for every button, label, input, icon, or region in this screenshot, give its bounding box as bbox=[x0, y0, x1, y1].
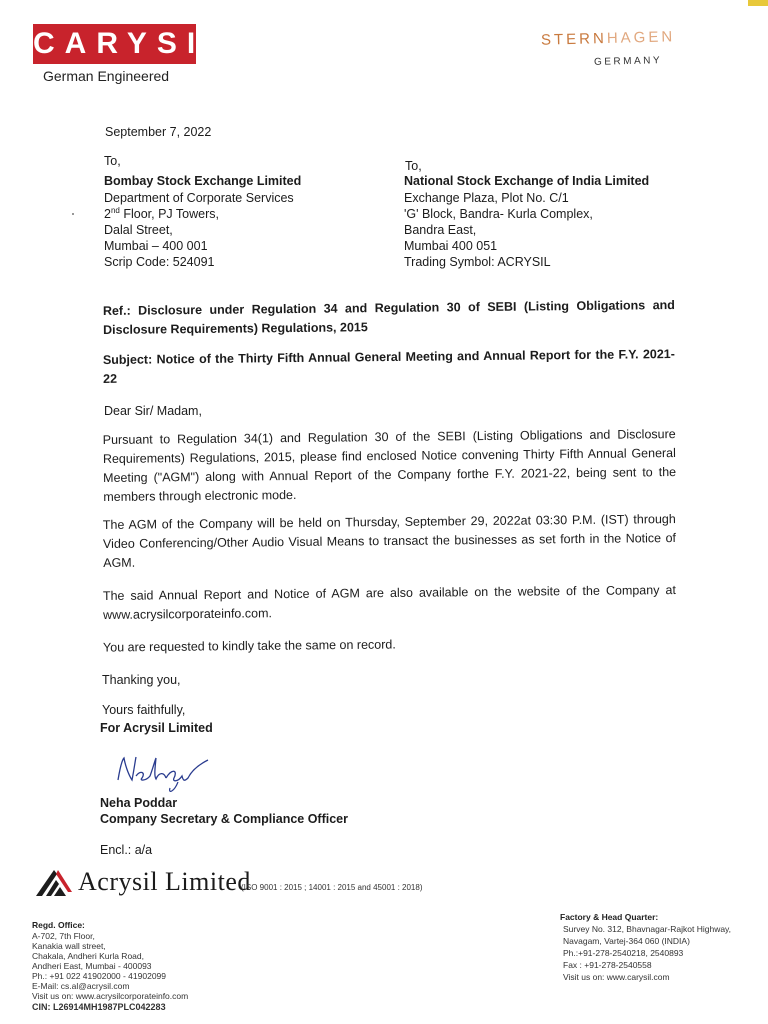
recipient-left-line4: Mumbai – 400 001 bbox=[104, 239, 208, 253]
floor-rest: Floor, PJ Towers, bbox=[119, 207, 219, 221]
letter-date: September 7, 2022 bbox=[105, 125, 212, 139]
cin-number: CIN: L26914MH1987PLC042283 bbox=[32, 1002, 166, 1012]
recipient-right-line5: Trading Symbol: ACRYSIL bbox=[404, 255, 551, 269]
carysil-tagline: German Engineered bbox=[43, 68, 170, 84]
to-left: To, bbox=[104, 154, 121, 168]
sternhagen-logo bbox=[541, 28, 676, 49]
regd-office-line: Ph.: +91 022 41902000 - 41902099 bbox=[32, 971, 166, 981]
regd-office-line: Kanakia wall street, bbox=[32, 941, 106, 951]
recipient-right-line3: Bandra East, bbox=[404, 223, 477, 237]
regd-office-title: Regd. Office: bbox=[32, 920, 85, 930]
paragraph-4: You are requested to kindly take the same on record. bbox=[102, 637, 396, 655]
factory-line: Survey No. 312, Bhavnagar-Rajkot Highway, bbox=[563, 924, 732, 934]
recipient-left-name: Bombay Stock Exchange Limited bbox=[104, 174, 302, 188]
sternhagen-country: GERMANY bbox=[593, 55, 663, 68]
floor-superscript: nd bbox=[110, 205, 120, 215]
factory-line: Visit us on: www.carysil.com bbox=[563, 972, 670, 982]
to-right: To, bbox=[405, 159, 422, 173]
sternhagen-light: HAGEN bbox=[606, 28, 676, 48]
recipient-right-line1: Exchange Plaza, Plot No. C/1 bbox=[404, 191, 569, 205]
paragraph-2: The AGM of the Company will be held on Thursday, September 29, 2022at 03:30 P.M. (IST) through Video Conferencing/Other Audio Visual Means to transact the businesses as set forth in the Notice of AGM. bbox=[102, 512, 677, 570]
thanks-line: Thanking you, bbox=[102, 673, 181, 687]
acrysil-company-name: Acrysil Limited bbox=[78, 867, 251, 896]
factory-line: Navagam, Vartej-364 060 (INDIA) bbox=[563, 936, 690, 946]
recipient-right-name: National Stock Exchange of India Limited bbox=[404, 174, 650, 188]
carysil-logo: CARYSIL bbox=[33, 24, 196, 64]
regd-office-line: A-702, 7th Floor, bbox=[32, 931, 95, 941]
recipient-left-line2 bbox=[104, 206, 219, 222]
regd-office-line: Andheri East, Mumbai - 400093 bbox=[32, 961, 152, 971]
acrysil-logo-icon bbox=[34, 868, 74, 898]
paragraph-1: Pursuant to Regulation 34(1) and Regulation 30 of the SEBI (Listing Obligations and Disclosure Requirements) Regulations, 2015, please find enclosed Notice convening Thirty Fifth Annual General Meeting ("AGM") along with Annual Report of the Company forthe F.Y. 2021-22, being sent to the members through electronic mode. bbox=[102, 427, 677, 504]
regd-office-line: Visit us on: www.acrysilcorporateinfo.com bbox=[32, 991, 189, 1001]
factory-title: Factory & Head Quarter: bbox=[560, 912, 659, 922]
corner-mark bbox=[748, 0, 768, 6]
enclosure-line: Encl.: a/a bbox=[100, 843, 153, 857]
subject-line: Subject: Notice of the Thirty Fifth Annual General Meeting and Annual Report for the F.Y. 2021-22 bbox=[102, 347, 675, 386]
iso-certification: (ISO 9001 : 2015 ; 14001 : 2015 and 45001 : 2018) bbox=[241, 883, 423, 892]
closing-line: Yours faithfully, bbox=[102, 703, 186, 717]
recipient-right-line4: Mumbai 400 051 bbox=[404, 239, 498, 253]
recipient-left-line1: Department of Corporate Services bbox=[104, 191, 294, 205]
recipient-left-line3: Dalal Street, bbox=[104, 223, 173, 237]
recipient-left-line5: Scrip Code: 524091 bbox=[104, 255, 215, 269]
floor-number: 2 bbox=[104, 207, 111, 221]
signatory-name: Neha Poddar bbox=[100, 796, 178, 810]
salutation: Dear Sir/ Madam, bbox=[104, 404, 202, 418]
regd-office-line: E-Mail: cs.al@acrysil.com bbox=[32, 981, 130, 991]
stray-mark bbox=[72, 213, 74, 215]
reference-line: Ref.: Disclosure under Regulation 34 and Regulation 30 of SEBI (Listing Obligations and Disclosure Requirements) Regulations, 2015 bbox=[102, 298, 675, 337]
signature-image bbox=[112, 748, 222, 798]
signatory-title: Company Secretary & Compliance Officer bbox=[100, 812, 348, 826]
sternhagen-bold: STERN bbox=[540, 30, 608, 49]
regd-office-line: Chakala, Andheri Kurla Road, bbox=[32, 951, 144, 961]
recipient-right-line2: 'G' Block, Bandra- Kurla Complex, bbox=[404, 207, 593, 221]
paragraph-3: The said Annual Report and Notice of AGM are also available on the website of the Company at www.acrysilcorporateinfo.com. bbox=[102, 583, 676, 622]
for-company: For Acrysil Limited bbox=[100, 721, 213, 735]
factory-line: Fax : +91-278-2540558 bbox=[563, 960, 652, 970]
factory-line: Ph.:+91-278-2540218, 2540893 bbox=[563, 948, 684, 958]
